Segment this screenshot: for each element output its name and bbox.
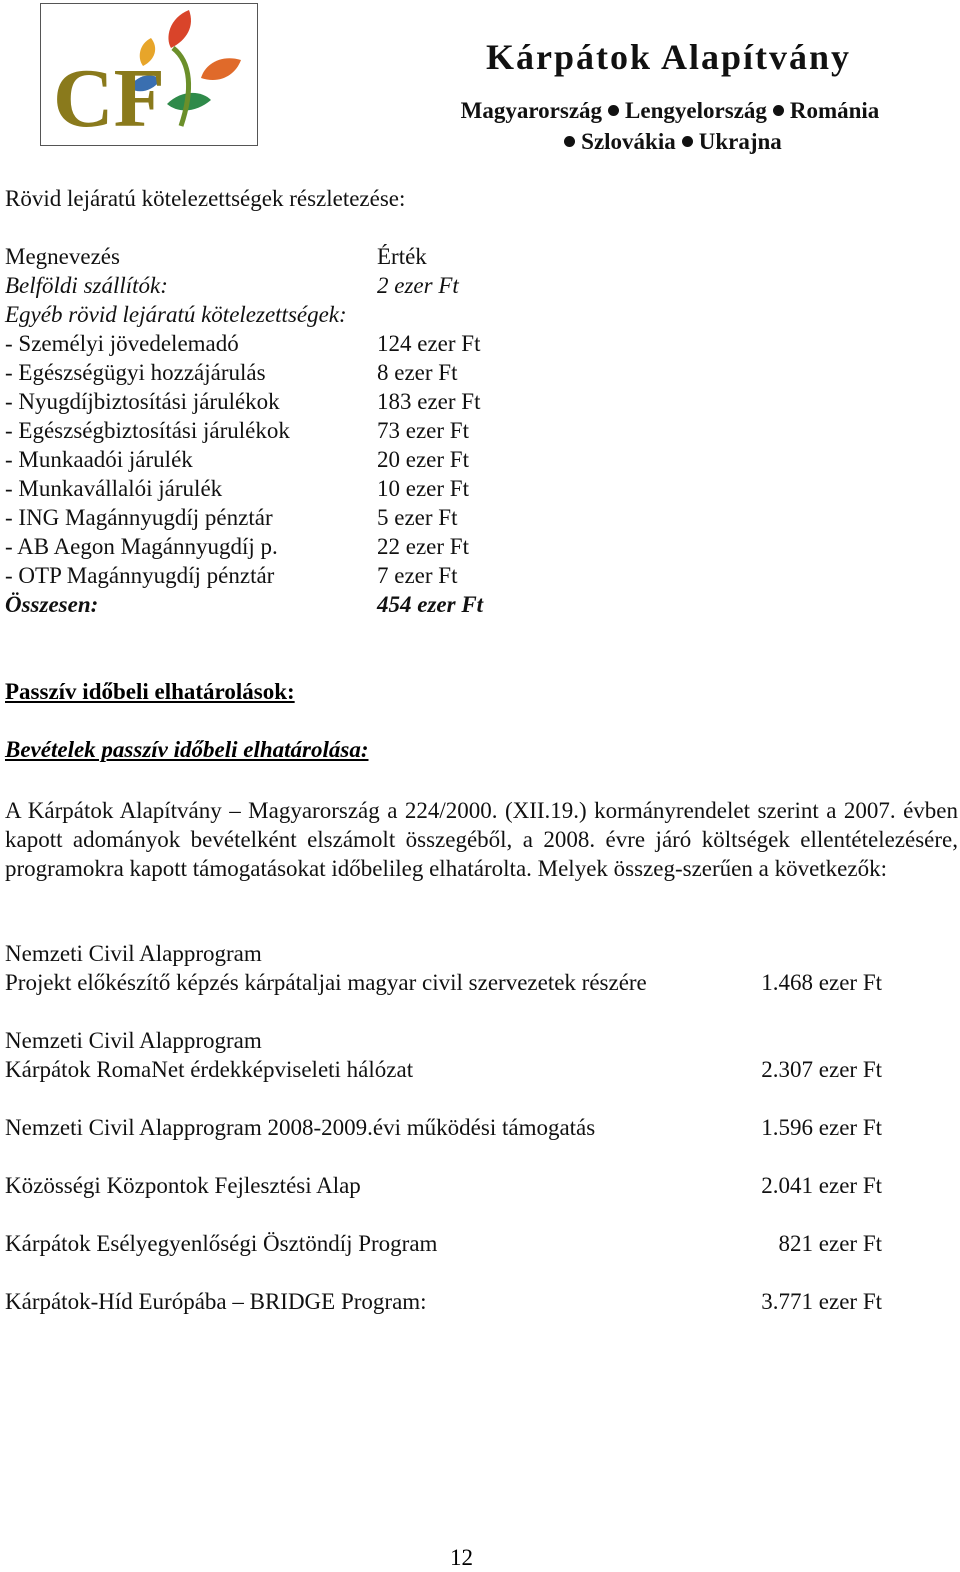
bullet xyxy=(564,136,575,147)
explanation-paragraph: A Kárpátok Alapítvány – Magyarország a 224/2000. (XII.19.) kormányrendelet szerint a 2007. évben kapott adományok bevételként elszámolt összegéből, a 2008. évre járó költségek ellentételezésére, programokra kapott támogatásokat időbelileg elhatárolta. Melyek összeg-szerűen a következők: xyxy=(5,798,958,881)
country: Románia xyxy=(789,98,880,123)
liability-value: 22 ezer Ft xyxy=(377,534,469,559)
country: Szlovákia xyxy=(581,129,676,154)
program-name: Kárpátok Esélyegyenlőségi Ösztöndíj Program xyxy=(5,1231,438,1256)
program-name: Kárpátok-Híd Európába – BRIDGE Program: xyxy=(5,1289,427,1314)
program-name: Nemzeti Civil Alapprogram 2008-2009.évi működési támogatás xyxy=(5,1115,596,1140)
liability-name: - OTP Magánnyugdíj pénztár xyxy=(5,563,275,588)
program-description: Projekt előkészítő képzés kárpátaljai magyar civil szervezetek részére xyxy=(5,970,647,995)
liability-name: - AB Aegon Magánnyugdíj p. xyxy=(5,534,278,559)
liability-name: - Személyi jövedelemadó xyxy=(5,331,239,356)
liability-value: 183 ezer Ft xyxy=(377,389,481,414)
bullet xyxy=(773,105,784,116)
liability-value: 20 ezer Ft xyxy=(377,447,469,472)
liability-value: 7 ezer Ft xyxy=(377,563,458,588)
liability-value: 10 ezer Ft xyxy=(377,476,469,501)
program-name: Nemzeti Civil Alapprogram xyxy=(5,1028,262,1053)
page-number: 12 xyxy=(450,1545,473,1570)
liability-value: 73 ezer Ft xyxy=(377,418,469,443)
liability-name: - Egészségügyi hozzájárulás xyxy=(5,360,266,385)
program-amount: 2.041 ezer Ft xyxy=(761,1173,882,1198)
program-amount: 2.307 ezer Ft xyxy=(761,1057,882,1082)
country-line-2 xyxy=(430,126,910,157)
country: Magyarország xyxy=(460,98,603,123)
program-amount: 1.468 ezer Ft xyxy=(761,970,882,995)
section-subheading: Bevételek passzív időbeli elhatárolása: xyxy=(5,737,369,762)
country-list xyxy=(430,95,910,157)
program-name: Nemzeti Civil Alapprogram xyxy=(5,941,262,966)
bullet xyxy=(682,136,693,147)
program-amount: 1.596 ezer Ft xyxy=(761,1115,882,1140)
liability-name: Belföldi szállítók: xyxy=(5,273,168,298)
liability-value: 2 ezer Ft xyxy=(377,273,459,298)
logo-leaf-orange xyxy=(201,58,241,80)
liability-name: - Egészségbiztosítási járulékok xyxy=(5,418,290,443)
liability-name: - ING Magánnyugdíj pénztár xyxy=(5,505,273,530)
country-line-1 xyxy=(430,95,910,126)
bullet xyxy=(608,105,619,116)
liability-name: Egyéb rövid lejáratú kötelezettségek: xyxy=(5,302,347,327)
liability-value: 8 ezer Ft xyxy=(377,360,458,385)
country: Ukrajna xyxy=(698,129,782,154)
program-amount: 821 ezer Ft xyxy=(778,1231,882,1256)
program-name: Közösségi Központok Fejlesztési Alap xyxy=(5,1173,361,1198)
logo-graphic xyxy=(41,4,257,145)
program-description: Kárpátok RomaNet érdekképviseleti hálózat xyxy=(5,1057,414,1082)
section-title: Rövid lejáratú kötelezettségek részletezése: xyxy=(5,186,406,211)
liability-name: - Nyugdíjbiztosítási járulékok xyxy=(5,389,280,414)
program-amount: 3.771 ezer Ft xyxy=(761,1289,882,1314)
column-header-name: Megnevezés xyxy=(5,244,120,269)
liability-value: 124 ezer Ft xyxy=(377,331,481,356)
organization-name: Kárpátok Alapítvány xyxy=(486,37,852,77)
liability-name: - Munkavállalói járulék xyxy=(5,476,223,501)
country: Lengyelország xyxy=(625,98,767,123)
logo-letters: CF xyxy=(53,52,165,145)
total-label: Összesen: xyxy=(5,592,99,617)
logo-stem xyxy=(173,48,189,126)
column-header-value: Érték xyxy=(377,244,427,269)
liability-name: - Munkaadói járulék xyxy=(5,447,193,472)
foundation-logo xyxy=(40,3,258,146)
logo-leaf-red xyxy=(168,10,191,48)
section-heading: Passzív időbeli elhatárolások: xyxy=(5,679,295,704)
total-value: 454 ezer Ft xyxy=(377,592,484,617)
liability-value: 5 ezer Ft xyxy=(377,505,458,530)
